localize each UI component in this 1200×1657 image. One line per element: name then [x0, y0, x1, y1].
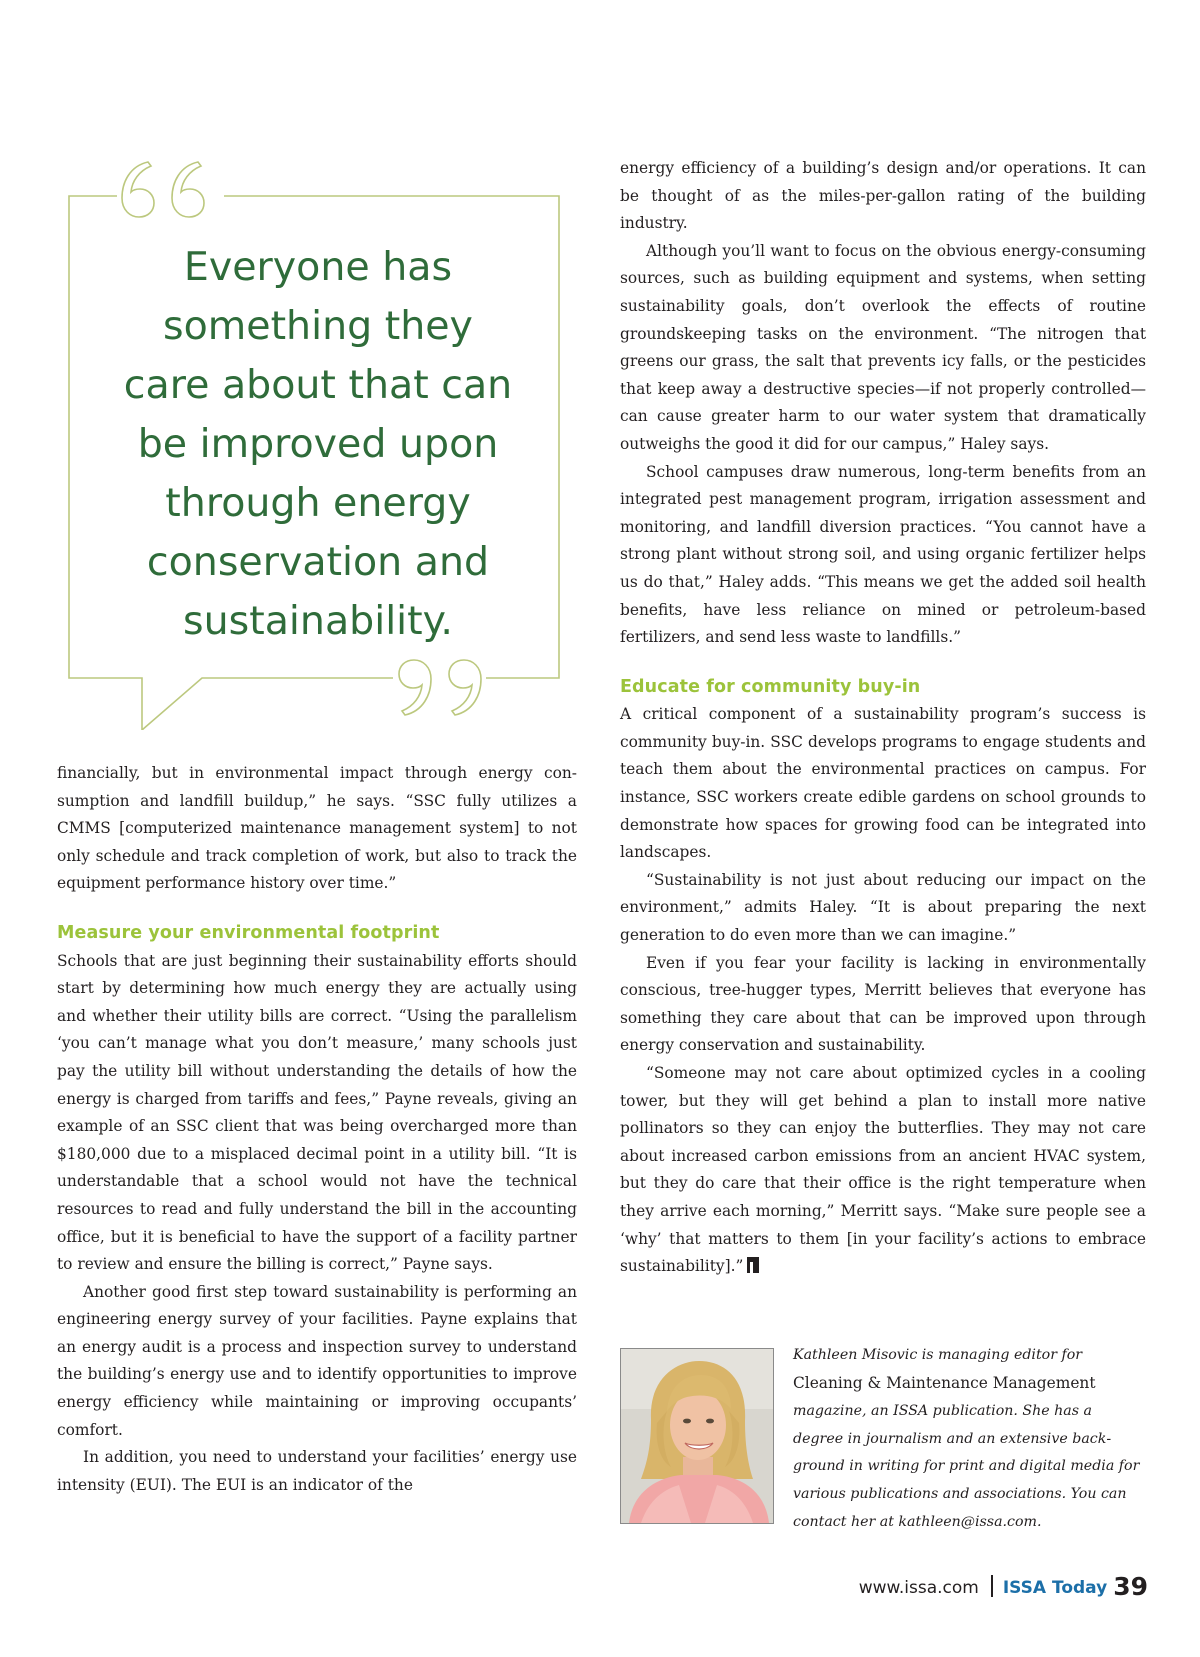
body-paragraph: In addition, you need to understand your facilities’ energy use intensity (EUI). The EUI is an indicator of the — [57, 1448, 577, 1494]
right-column — [620, 155, 1146, 1281]
open-quote-icon — [122, 162, 204, 217]
author-photo — [620, 1348, 774, 1524]
body-paragraph: “Sustainability is not just about reducing our impact on the environment,” admits Haley. “It is about preparing the next generation to do even more than we can imagine.” — [620, 870, 1146, 945]
author-portrait-illustration — [621, 1349, 773, 1523]
section-heading-educate: Educate for community buy-in — [620, 676, 921, 697]
page-number: 39 — [1113, 1572, 1148, 1601]
section-heading-measure: Measure your environmental footprint — [57, 922, 440, 943]
footer-magazine-name: ISSA Today — [1002, 1578, 1108, 1598]
pull-quote-line: something they — [163, 303, 473, 349]
pull-quote-line: sustainability. — [183, 598, 453, 644]
footer-divider — [991, 1575, 993, 1597]
end-mark-icon — [747, 1257, 759, 1273]
body-paragraph: Schools that are just beginning their sustainability efforts should start by determining how much energy they are actually using and whether their utility bills are correct. “Using the parallelism ‘you can’t manage what you don’t measure,’ many schools just pay the utility bill without understanding the details of how the energy is charged from tariffs and fees,” Payne reveals, giving an example of an SSC client that was being overcharged more than $180,000 due to a misplaced decimal point in a utility bill. “It is understandable that a school would not have the technical resources to read and fully understand the bill in the accounting office, but it is beneficial to have the support of a facility partner to review and ensure the billing is correct,” Payne says. — [57, 951, 577, 1274]
pull-quote-line: be improved upon — [137, 421, 499, 467]
body-paragraph: Another good first step toward sustainability is performing an engineering energy survey of your facilities. Payne explains that an energy audit is a process and inspection survey to understand the building’s energy use and to identify opportunities to improve energy efficiency while maintaining or improving occupants’ comfort. — [57, 1282, 577, 1439]
pull-quote-line: conservation and — [146, 539, 490, 585]
body-paragraph: Even if you fear your facility is lacking in environmentally conscious, tree-hugger types, Merritt believes that everyone has something they care about that can be improved upon through energy conservation and sustainability. — [620, 953, 1146, 1055]
pull-quote-line: Everyone has — [183, 244, 453, 290]
body-paragraph: Although you’ll want to focus on the obvious energy-consuming sources, such as building equipment and systems, when setting sustainability goals, don’t overlook the effects of routine groundskeeping tasks on the environment. “The nitrogen that greens our grass, the salt that prevents icy falls, or the pesticides that keep away a destructive species—if not properly controlled—can cause greater harm to our water system that dramatically outweighs the good it did for our campus,” Haley says. — [620, 241, 1146, 453]
pull-quote-line: care about that can — [123, 362, 513, 408]
pull-quote-text — [96, 238, 540, 651]
page-footer — [859, 1572, 1148, 1601]
body-paragraph: A critical component of a sustainability program’s success is community buy-in. SSC develops programs to engage students and teach them about the environmental practices on campus. For instance, SSC workers create edible gardens on school grounds to demonstrate how spaces for growing food can be integrated into landscapes. — [620, 705, 1146, 862]
bio-intro: Kathleen Misovic is managing editor for — [793, 1347, 1083, 1363]
pull-quote-line: through energy — [165, 480, 471, 526]
body-paragraph: financially, but in environmental impact through energy consumption and landfill buildup,” he says. “SSC fully utilizes a CMMS [computerized maintenance management system] to not only schedule and track completion of work, but also to track the equipment performance history over time.” — [57, 764, 577, 893]
body-paragraph: energy efficiency of a building’s design and/or operations. It can be thought of as the miles-per-gallon rating of the building industry. — [620, 159, 1146, 233]
left-column — [57, 760, 577, 1499]
bio-details: magazine, an ISSA publication. She has a degree in journalism and an extensive background in writing for print and digital media for various publications and associations. You can contact her at kathleen@issa.com. — [793, 1403, 1140, 1530]
author-bio — [793, 1342, 1145, 1536]
bio-publication-name: Cleaning & Maintenance Management — [793, 1373, 1096, 1392]
body-paragraph-final — [620, 1060, 1146, 1281]
close-quote-icon — [399, 660, 481, 715]
body-paragraph: School campuses draw numerous, long-term benefits from an integrated pest management program, irrigation assessment and monitoring, and landfill diversion practices. “You cannot have a strong plant without strong soil, and using organic fertilizer helps us do that,” Haley adds. “This means we get the added soil health benefits, have less reliance on mined or petroleum-based fertilizers, and send less waste to landfills.” — [620, 462, 1146, 647]
final-paragraph-text: “Someone may not care about optimized cycles in a cooling tower, but they will get behind a plan to install more native pollinators so they can enjoy the butterflies. They may not care about increased carbon emissions from an ancient HVAC system, but they do care that their office is the right temperature when they arrive each morning,” Merritt says. “Make sure people see a ‘why’ that matters to them [in your facility’s actions to embrace sustainability].” — [620, 1064, 1146, 1276]
footer-url[interactable]: www.issa.com — [858, 1578, 979, 1598]
